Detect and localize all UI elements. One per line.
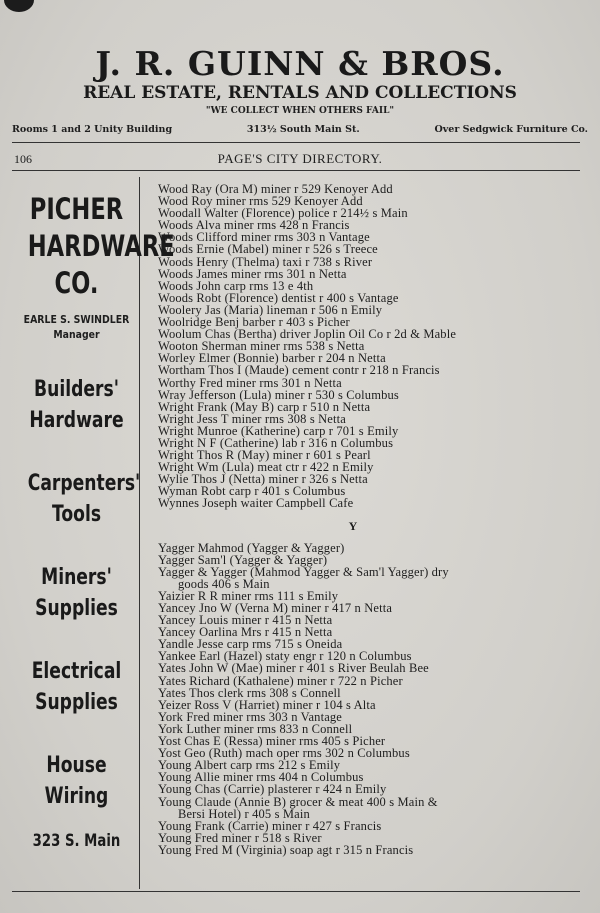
directory-entry: Worthy Fred miner rms 301 n Netta [158,375,342,390]
page-number: 106 [14,152,32,166]
directory-entry: Wright N F (Catherine) lab r 316 n Columbus [158,435,394,450]
ad-item-line: Miners' [41,565,112,590]
entries-w [158,183,598,510]
footer-rule [12,891,580,892]
directory-entry: Woolridge Benj barber r 403 s Picher [158,315,350,330]
directory-entry: Wright Munroe (Katherine) carp r 701 s Emily [158,423,399,438]
directory-entry: goods 406 s Main [178,576,270,591]
company-name: J. R. GUINN & BROS. [95,44,505,83]
ad-manager-role: Manager [53,328,100,341]
directory-entry: Woolum Chas (Bertha) driver Joplin Oil Co r 2d & Mable [158,327,457,342]
title-rule [12,170,580,171]
ad-item-line: Hardware [29,408,124,433]
directory-entry: Young Allie miner rms 404 n Columbus [158,770,364,785]
ad-manager-name: EARLE S. SWINDLER [23,313,130,326]
directory-entry: Yates Thos clerk rms 308 s Connell [158,685,341,700]
address-landmark: Over Sedgwick Furniture Co. [434,124,588,135]
directory-entry: Woolery Jas (Maria) lineman r 506 n Emily [158,302,383,317]
directory-entry: Young Frank (Carrie) miner r 427 s Francis [158,818,382,833]
address-building: Rooms 1 and 2 Unity Building [12,124,173,135]
punch-hole [4,0,34,12]
directory-listing [158,183,598,856]
directory-entry: Wyman Robt carp r 401 s Columbus [158,484,346,499]
directory-entry: Young Claude (Annie B) grocer & meat 400 s Main & [158,794,438,809]
ad-address: 323 S. Main [32,831,121,851]
ad-item-line: Tools [51,502,102,527]
directory-entry: Yankee Earl (Hazel) staty engr r 120 n Columbus [158,649,412,664]
directory-entry: Woods Ernie (Mabel) miner r 526 s Treece [158,242,378,257]
directory-entry: Wright Jess T miner rms 308 s Netta [158,411,346,426]
directory-entry: Wynnes Joseph waiter Campbell Cafe [158,496,354,511]
directory-entry: Bersi Hotel) r 405 s Main [178,806,310,821]
directory-entry: Yancey Oarlina Mrs r 415 n Netta [158,625,333,640]
directory-entry: Yaizier R R miner rms 111 s Emily [158,588,339,603]
directory-entry: Wylie Thos J (Netta) miner r 326 s Netta [158,472,368,487]
directory-entry: Woodall Walter (Florence) police r 214½ s Main [158,206,408,221]
directory-entry: Wright Thos R (May) miner r 601 s Pearl [158,448,371,463]
advertisement-header [0,46,600,117]
directory-entry: Wood Ray (Ora M) miner r 529 Kenoyer Add [158,182,393,196]
directory-entry: Yancey Louis miner r 415 n Netta [158,613,333,628]
header-rule [12,142,580,143]
running-title: PAGE'S CITY DIRECTORY. [217,151,383,166]
directory-entry: Wright Frank (May B) carp r 510 n Netta [158,399,371,414]
ad-item-line: Supplies [35,690,118,715]
ad-item-line: Wiring [44,784,109,809]
ad-item-line: Electrical [31,659,122,684]
ad-item-line: House [46,753,107,778]
ad-item-line: Builders' [34,377,119,402]
directory-entry: Yandle Jesse carp rms 715 s Oneida [158,637,343,652]
company-motto: "WE COLLECT WHEN OTHERS FAIL" [205,106,395,116]
directory-entry: Yancey Jno W (Verna M) miner r 417 n Netta [158,601,393,615]
directory-entry: Yagger Mahmod (Yagger & Yagger) [158,540,345,555]
directory-entry: Woods John carp rms 13 e 4th [158,278,314,293]
directory-entry: Woods Alva miner rms 428 n Francis [158,218,350,233]
directory-entry: Woods Clifford miner rms 303 n Vantage [158,230,370,245]
directory-entry: Young Fred miner r 518 s River [158,830,322,845]
directory-entry: Yost Geo (Ruth) mach oper rms 302 n Columbus [158,746,410,761]
company-address [12,124,588,135]
directory-entry: Woods Robt (Florence) dentist r 400 s Vantage [158,290,399,305]
directory-entry: Woods Henry (Thelma) taxi r 738 s River [158,254,373,269]
directory-entry: Yost Chas E (Ressa) miner rms 405 s Picher [158,734,386,749]
directory-entry: Yagger Sam'l (Yagger & Yagger) [158,552,328,567]
directory-entry: Wray Jefferson (Lula) miner r 530 s Columbus [158,387,399,402]
directory-entry: Wood Roy miner rms 529 Kenoyer Add [158,194,363,209]
hardware-advertisement [14,177,175,889]
address-street: 313½ South Main St. [246,124,360,135]
entries-y [158,542,598,856]
directory-entry: Wooton Sherman miner rms 538 s Netta [158,339,365,354]
directory-entry: Young Albert carp rms 212 s Emily [158,758,341,773]
directory-entry: Yagger & Yagger (Mahmod Yagger & Sam'l Yagger) dry [158,564,449,579]
directory-entry: Young Fred M (Virginia) soap agt r 315 n Francis [158,842,414,857]
ad-item-line: Supplies [35,596,118,621]
directory-entry: Wright Wm (Lula) meat ctr r 422 n Emily [158,460,374,475]
ad-title-line: PICHER [29,192,124,226]
ad-title-line: CO. [54,266,99,300]
directory-entry: Woods James miner rms 301 n Netta [158,266,347,281]
directory-entry: Wortham Thos I (Maude) cement contr r 218 n Francis [158,363,440,378]
directory-entry: Yates John W (Mae) miner r 401 s River Beulah Bee [158,661,429,676]
section-letter: Y [348,518,358,533]
company-services: REAL ESTATE, RENTALS AND COLLECTIONS [83,83,517,103]
directory-entry: Young Chas (Carrie) plasterer r 424 n Emily [158,782,387,797]
directory-entry: York Fred miner rms 303 n Vantage [158,709,342,724]
directory-entry: York Luther miner rms 833 n Connell [158,721,353,736]
directory-entry: Worley Elmer (Bonnie) barber r 204 n Netta [158,351,386,366]
ad-item-line: Carpenters' [27,471,141,496]
directory-entry: Yeizer Ross V (Harriet) miner r 104 s Alta [158,697,376,712]
ad-title-line: HARDWARE [27,229,175,263]
directory-entry: Yates Richard (Kathalene) miner r 722 n Picher [158,673,403,688]
